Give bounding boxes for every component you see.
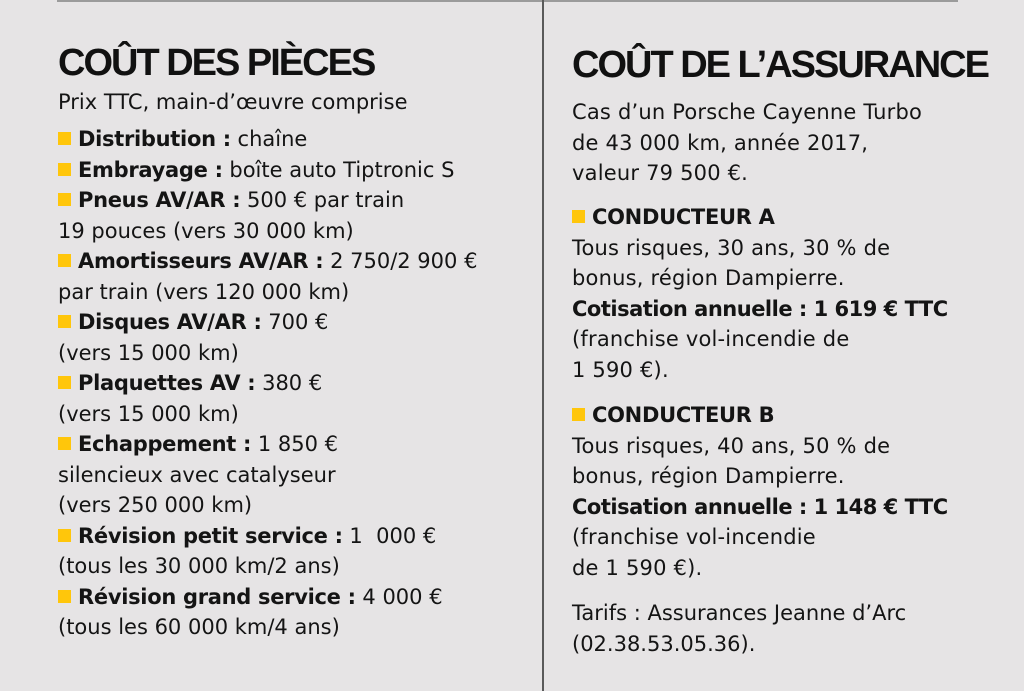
bullet-square-icon — [58, 132, 71, 145]
list-item-revision-grand: Révision grand service : 4 000 € (tous les 60 000 km/4 ans) — [58, 584, 443, 639]
conducteur-b-block: CONDUCTEUR B Tous risques, 40 ans, 50 % de bonus, région Dampierre. Cotisation annuelle : 1 148 € TTC (franchise vol-incendie de 1 590 €). — [572, 400, 948, 583]
top-rule — [57, 0, 958, 2]
bullet-square-icon — [58, 437, 71, 450]
parts-cost-title: COÛT DES PIÈCES — [58, 42, 375, 84]
column-divider — [542, 0, 544, 691]
bullet-square-icon — [58, 590, 71, 603]
conducteur-b-heading: CONDUCTEUR B — [572, 400, 948, 431]
conducteur-a-heading: CONDUCTEUR A — [572, 202, 948, 233]
parts-cost-subtitle: Prix TTC, main-d’œuvre comprise — [58, 90, 408, 114]
bullet-square-icon — [58, 193, 71, 206]
conducteur-a-block: CONDUCTEUR A Tous risques, 30 ans, 30 % de bonus, région Dampierre. Cotisation annuelle : 1 619 € TTC (franchise vol-incendie de 1 590 €). — [572, 202, 948, 385]
bullet-square-icon — [58, 315, 71, 328]
list-item-pneus: Pneus AV/AR : 500 € par train 19 pouces (vers 30 000 km) — [58, 188, 405, 243]
conducteur-b-cotisation: Cotisation annuelle : 1 148 € TTC — [572, 494, 948, 519]
list-item-embrayage: Embrayage : boîte auto Tiptronic S — [58, 155, 477, 186]
list-item-amortisseurs: Amortisseurs AV/AR : 2 750/2 900 € par train (vers 120 000 km) — [58, 249, 478, 304]
bullet-square-icon — [58, 163, 71, 176]
insurance-intro: Cas d’un Porsche Cayenne Turbo de 43 000 km, année 2017, valeur 79 500 €. — [572, 100, 923, 185]
list-item-revision-petit: Révision petit service : 1 000 € (tous les 30 000 km/2 ans) — [58, 523, 437, 578]
parts-cost-list — [58, 124, 477, 643]
conducteur-a-cotisation: Cotisation annuelle : 1 619 € TTC — [572, 296, 948, 321]
bullet-square-icon — [58, 254, 71, 267]
insurance-cost-title: COÛT DE L’ASSURANCE — [572, 44, 988, 86]
list-item-distribution: Distribution : chaîne — [58, 124, 477, 155]
list-item-disques: Disques AV/AR : 700 € (vers 15 000 km) — [58, 310, 329, 365]
tarifs-source: Tarifs : Assurances Jeanne d’Arc (02.38.53.05.36). — [572, 601, 907, 656]
bullet-square-icon — [572, 408, 585, 421]
bullet-square-icon — [58, 376, 71, 389]
bullet-square-icon — [58, 529, 71, 542]
list-item-echappement: Echappement : 1 850 € silencieux avec catalyseur (vers 250 000 km) — [58, 432, 338, 517]
list-item-plaquettes: Plaquettes AV : 380 € (vers 15 000 km) — [58, 371, 323, 426]
bullet-square-icon — [572, 210, 585, 223]
